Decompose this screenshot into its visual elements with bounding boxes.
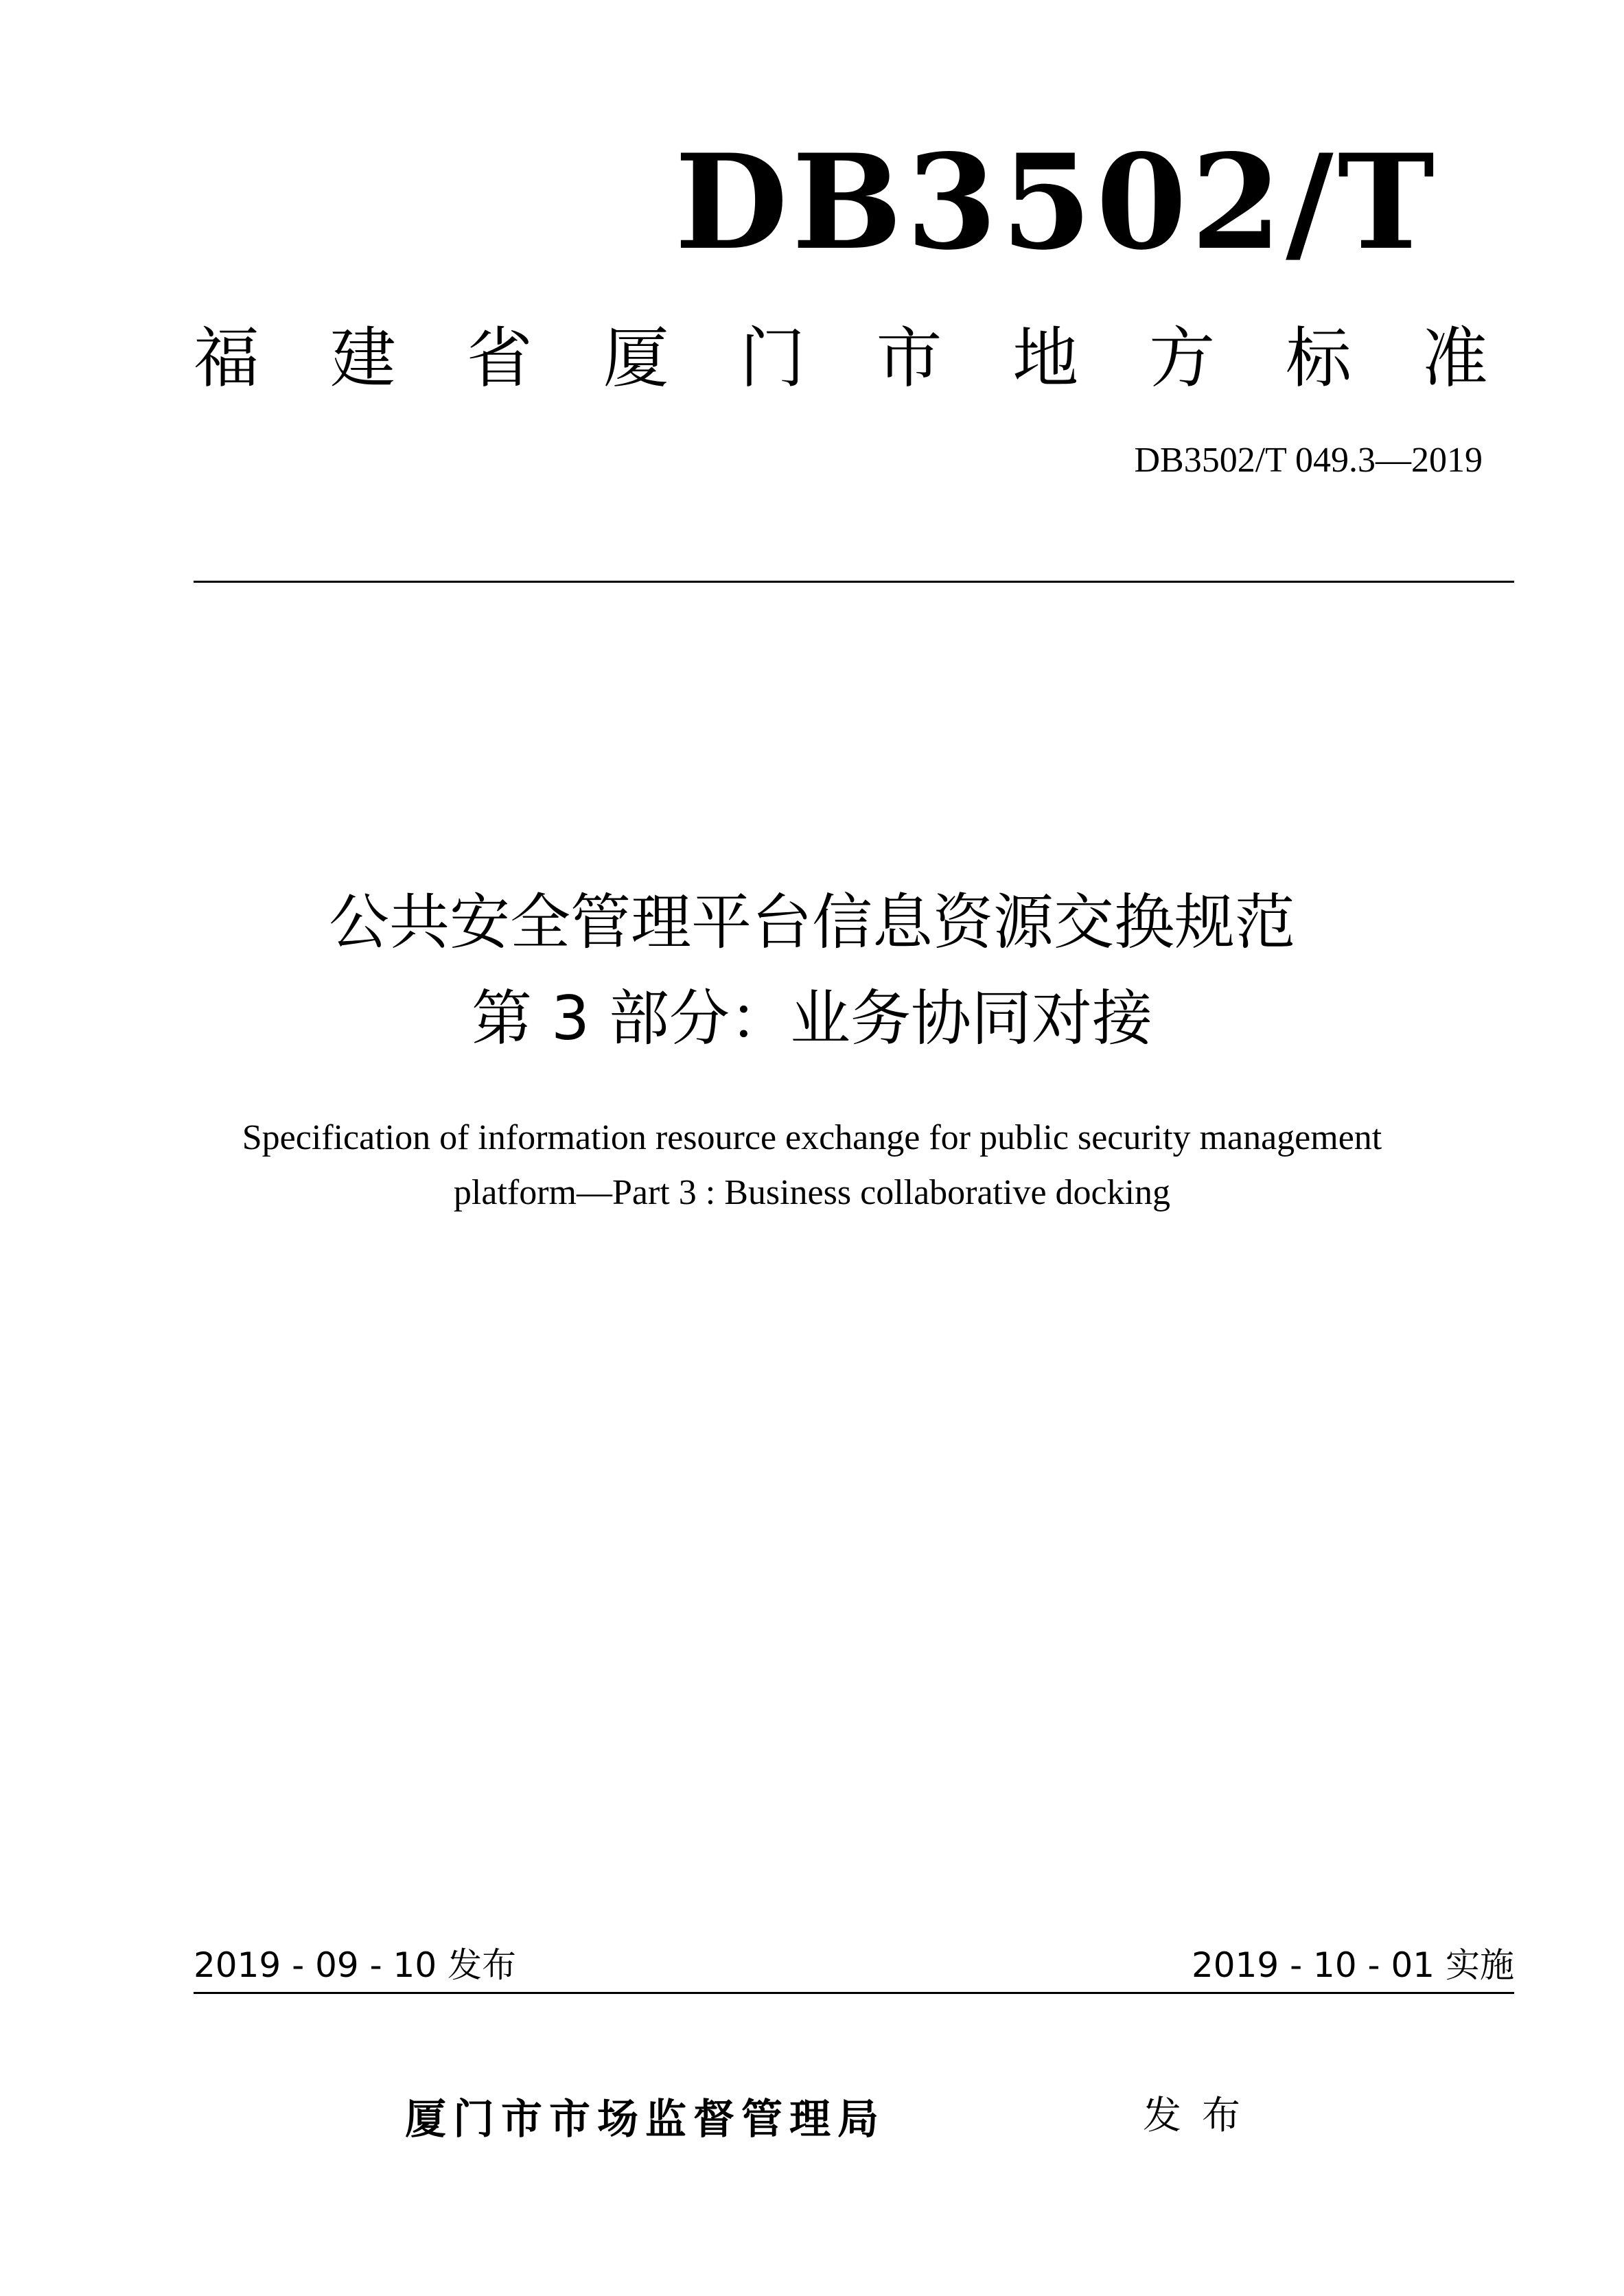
standard-type-char: 建 — [329, 320, 396, 397]
issue-date: 2019 - 09 - 10 发布 — [194, 1945, 517, 1985]
issue-label: 发布 — [1143, 2094, 1261, 2138]
standard-type-char: 方 — [1149, 320, 1216, 397]
standard-type-char: 地 — [1012, 320, 1079, 397]
standard-type-char: 门 — [739, 320, 806, 397]
standard-type-char: 厦 — [603, 320, 669, 397]
standard-type-char: 准 — [1422, 320, 1488, 397]
standard-type-char: 福 — [194, 320, 259, 397]
standard-type-char: 省 — [466, 320, 533, 397]
implementation-date: 2019 - 10 - 01 实施 — [1191, 1945, 1514, 1985]
title-english-line1: Specification of information resource exchange for public security management — [242, 1118, 1382, 1157]
standard-type-char: 市 — [876, 320, 942, 397]
issuing-authority: 厦门市市场监督管理局 — [405, 2096, 885, 2144]
title-english-line2: platform—Part 3 : Business collaborative docking — [453, 1173, 1171, 1212]
standard-code: DB3502/T — [675, 126, 1439, 279]
standard-type — [194, 317, 1488, 399]
standard-type-char: 标 — [1286, 320, 1352, 397]
standard-number: DB3502/T 049.3—2019 — [1134, 441, 1483, 480]
bottom-divider — [194, 1992, 1514, 1994]
title-chinese-line1: 公共安全管理平台信息资源交换规范 — [328, 887, 1295, 958]
title-chinese-line2: 第 3 部分：业务协同对接 — [472, 983, 1152, 1054]
top-divider — [194, 581, 1514, 583]
